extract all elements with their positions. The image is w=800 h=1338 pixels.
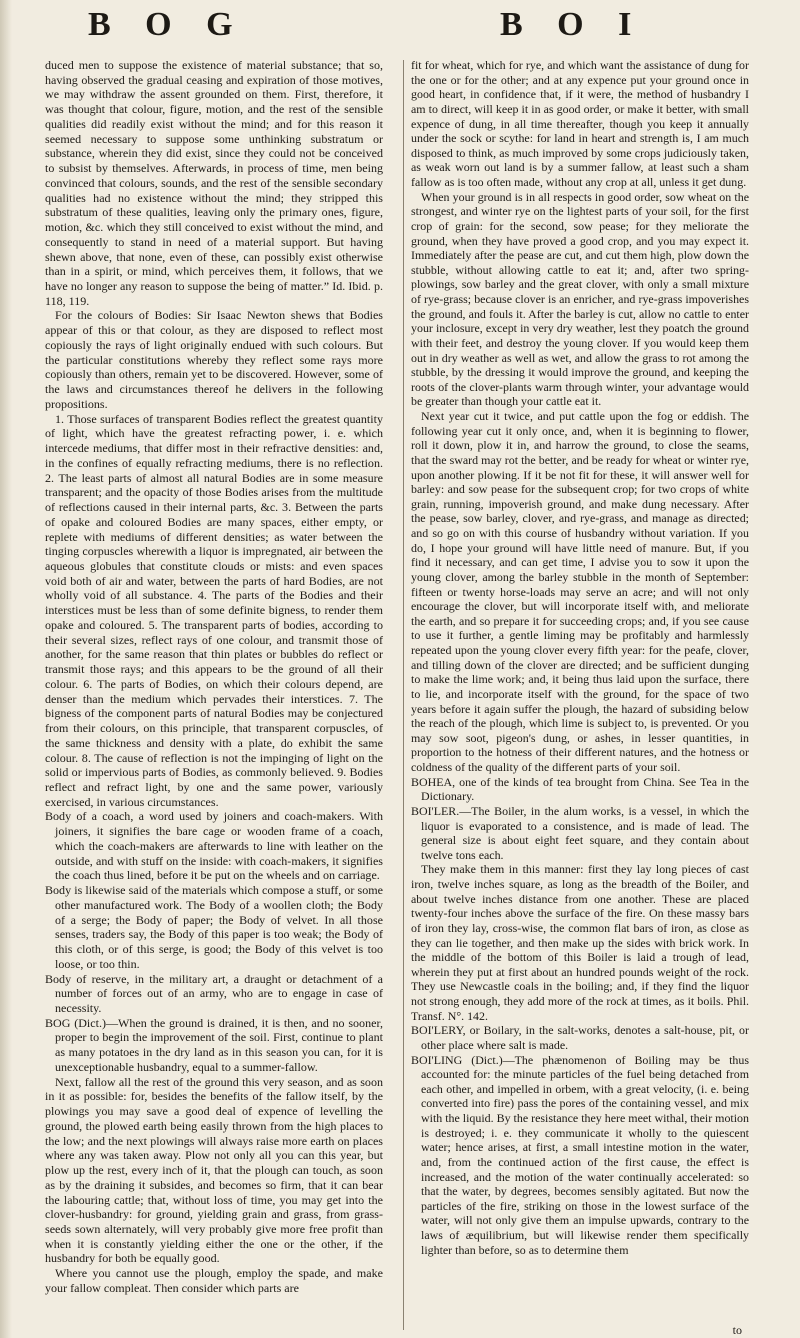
paragraph: Body of reserve, in the military art, a draught or detachment of a number of forces out of an army, who are to engage in case of necessity. [45,971,383,1015]
paragraph: BOI'LING (Dict.)—The phænomenon of Boiling may be thus accounted for: the minute particles of the fuel being detached from each other, and impelled in orbem, with a great velocity, (i. e. being converted into fire) pass the pores of the containing vessel, and mix with the liquid. By the resistance they here meet withal, their motion is destroyed; i. e. they communicate it wholly to the quiescent water; hence arises, at first, a small intestine motion in the water, and, from the continued action of the first cause, the effect is increased, and the motion of the water continually accelerated: so that the water, by degrees, becomes sensibly agitated. But now the particles of the fire, striking on those in the lowest surface of the water, will not only give them an impulse upwards, contrary to the laws of æquilibrium, but will likewise render them specifically lighter than before, so as to determine them [411,1052,749,1257]
paragraph: BOI'LER.—The Boiler, in the alum works, is a vessel, in which the liquor is evaporated to a consistence, and is made of lead. The general size is about eight feet square, and they contain about twelve tons each. [411,803,749,862]
paragraph: For the colours of Bodies: Sir Isaac Newton shews that Bodies appear of this or that colour, as they are disposed to reflect most copiously the rays of light originally endued with such colours. But the particular constitutions whereby they reflect some rays more copiously than others, remain yet to be discovered. However, some of the laws and circumstances thereof he delivers in the following propositions. [45,308,383,411]
paragraph: They make them in this manner: first they lay long pieces of cast iron, twelve inches square, as long as the breadth of the Boiler, and about twelve inches distance from one another. These are placed twenty-four inches above the surface of the fire. On these massy bars of iron they lay, cross-wise, the common flat bars of iron, as close as they can lie together, and then make up the sides with brick work. In the middle of the bottom of this Boiler is laid a trough of lead, wherein they put at first about an hundred pounds weight of the rock. They use Newcastle coals in the boiling; and, if they find the liquor not strong enough, they add more of the rock at times, as it boils. Phil. Transf. N°. 142. [411,862,749,1023]
running-head [0,6,800,60]
catchword: to [732,1323,742,1337]
paragraph: fit for wheat, which for rye, and which want the assistance of dung for the one or for the other; and at any expence put your ground once in good heart, in confidence that, if it were, the method of husbandry I am to direct, will keep it in as good order, or make it better, with small expence of dung, in all time thereafter, though you keep it annually under the sock or scythe: for land in heart and strength is, I am much disposed to think, as much improved by some crops judiciously taken, as weak worn out land is by a summer fallow, at least such a sham fallow as is too often made, without any crop at all, unless it get dung. [411,58,749,189]
paragraph: Body of a coach, a word used by joiners and coach-makers. With joiners, it signifies the bare cage or wooden frame of a coach, which the coach-makers are afterwards to line with leather on the outside, and with stuff on the inside: with coach-makers, it signifies the coach thus lined, before it be put on the wheels and on carriage. [45,809,383,883]
paragraph: BOHEA, one of the kinds of tea brought from China. See Tea in the Dictionary. [411,774,749,804]
paragraph: Where you cannot use the plough, employ the spade, and make your fallow compleat. Then consider which parts are [45,1266,383,1295]
paragraph: Next year cut it twice, and put cattle upon the fog or eddish. The following year cut it only once, and, when it is beginning to flower, roll it down, plow it in, and harrow the ground, to close the seams, that the sward may rot the better, and be ready for wheat or winter rye, upon another plowing. If it be not fit for these, it will answer well for barley: and sow pease for the subsequent crop; for two crops of white grain, running, impoverish ground, and make dung necessary. After the pease, sow barley, clover, and rye-grass, and manage as directed; and so go on with this course of husbandry without variation. If you do, I hope your ground will have little need of manure. But, if you find it necessary, and can get time, I advise you to sow it upon the young clover, among the barley stubble in the month of September: fifteen or twenty horse-loads may serve an acre; and will not only encourage the clover, but will incorporate itself with, and meliorate the earth, and so prepare it for succeeding crops; and, if you see cause to use it further, a gentle liming may be profitably and harmlessly repeated upon the young clover every fifth year: for the peafe, clover, and tilling down of the clover are directed; and be sufficient dunging to make the lime work; and, it being thus laid upon the surface, there to lie, and incorporate itself with the ground, for the space of two years before it again suffer the plough, the hazard of subsiding below the reach of the plough, which lime is subject to, is prevented. Or you may sow soot, pigeon's dung, or ashes, in lesser quantities, in proportion to the hotness of their different natures, and the hotness or coldness of the quality of the different parts of your soil. [411,409,749,774]
left-column [45,58,383,1296]
paragraph: BOI'LERY, or Boilary, in the salt-works, denotes a salt-house, pit, or other place where salt is made. [411,1023,749,1052]
paragraph: Next, fallow all the rest of the ground this very season, and as soon in it as possible: for, besides the benefits of the fallow itself, by the plowings you may save a good deal of expence of levelling the ground, the plowed earth being easily thrown from the high places to the low; and the next plowings will always raise more earth on places where any was taken away. Plow not only all you can this year, but plow up the rest, every inch of it, that the plough can touch, as soon as by the draining it subsides, and becomes so firm, that it can bear the labouring cattle; that, without loss of time, you may get into the clover-husbandry: for ground, yielding grain and grass, from grass-seeds sown alternately, will very probably give more free profit than when it is constantly yielding either the one or the other, if the husbandry for both be equally good. [45,1074,383,1266]
paragraph: 1. Those surfaces of transparent Bodies reflect the greatest quantity of light, which have the greatest refracting power, i. e. which intercede mediums, that differ most in their refractive densities: and, in the confines of equally refracting mediums, there is no reflection. 2. The least parts of almost all natural Bodies are in some measure transparent; and the opacity of those Bodies arises from the multitude of reflections caused in their internal parts, &c. 3. Between the parts of opake and coloured Bodies are many spaces, either empty, or replete with mediums of different densities; as water between the tinging corpuscles wherewith a liquor is impregnated, air between the aqueous globules that constitute clouds or mists: and even spaces void both of air and water, between the parts of hard Bodies, are not wholly void of all substance. 4. The parts of the Bodies and their interstices must be less than of some definite bigness, to render them opake and coloured. 5. The transparent parts of bodies, according to their several sizes, reflect rays of one colour, and transmit those of another, for the same reason that thin plates or bubbles do reflect or transmit those rays; and this appears to be the ground of all their colour. 6. The parts of Bodies, on which their colours depend, are denser than the medium which pervades their interstices. 7. The bigness of the component parts of natural Bodies may be conjectured from their colours, on this principle, that transparent corpuscles, of the same thickness and density with a plate, do exhibit the same colour. 8. The cause of reflection is not the impinging of light on the solid or impervious parts of Bodies, as commonly believed. 9. Bodies reflect and refract light, by one and the same power, variously exercised, in various circumstances. [45,411,383,809]
paragraph: duced men to suppose the existence of material substance; that so, having observed the gradual ceasing and expiration of those motives, we may withdraw the assent grounded on them. First, therefore, it was thought that colour, figure, motion, and the rest of the sensible qualities did readily exist without the mind; and for this reason it seemed necessary to suppose some unthinking substratum or substance, wherein they did exist, since they could not be conceived to subsist by themselves. Afterwards, in process of time, men being convinced that colours, sounds, and the rest of the sensible secondary qualities had no existence without the mind; they stripped this substratum of these qualities, leaving only the primary ones, figure, motion, &c. which they still conceived to exist without the mind, and consequently to stand in need of a material support. But having shewn above, that none, even of these, can possibly exist otherwise than in a spirit, or mind, which perceives them, it follows, that we have no longer any reason to suppose the being of matter.” Id. Ibid. p. 118, 119. [45,58,383,308]
running-head-right: B O I [500,6,645,43]
paragraph: Body is likewise said of the materials which compose a stuff, or some other manufactured work. The Body of a woollen cloth; the Body of a serge; the Body of paper; the Body of velvet. In all those senses, traders say, the Body of this paper is too weak; the Body of this cloth, or of this serge, is good; the Body of this velvet is too loose, or too thin. [45,883,383,971]
running-head-left: B O G [88,6,246,43]
page-edge-shadow [0,0,12,1338]
column-divider [403,60,404,1330]
paragraph: When your ground is in all respects in good order, sow wheat on the strongest, and winter rye on the lightest parts of your soil, for the first crop of grain: for the second, sow pease; for they meliorate the ground, when they have proved a good crop, and you may expect it. Immediately after the pease are cut, and cut them high, plow down the stubble, without allowing cattle to eat it; and, after two spring-plowings, sow barley and the great clover, with only a small mixture of rye-grass; because clover is an enricher, and rye-grass impoverishes the ground, and fouls it. After the barley is cut, allow no cattle to enter your inclosure, except in very dry weather, lest they poatch the ground with their feet, and destroy the young clover. If you would keep them out in dry weather as well as wet, and allow the grass to rot among the stubble, by the dressing it would improve the ground, and keeping the roots of the clover-plants warm through winter, your advantage would be greater than though your cattle eat it. [411,189,749,409]
right-column [411,58,749,1257]
paragraph: BOG (Dict.)—When the ground is drained, it is then, and no sooner, proper to begin the improvement of the soil. First, continue to plant as many potatoes in the dry land as in this season you can, for it is unexceptionable husbandry, equal to a summer-fallow. [45,1015,383,1074]
